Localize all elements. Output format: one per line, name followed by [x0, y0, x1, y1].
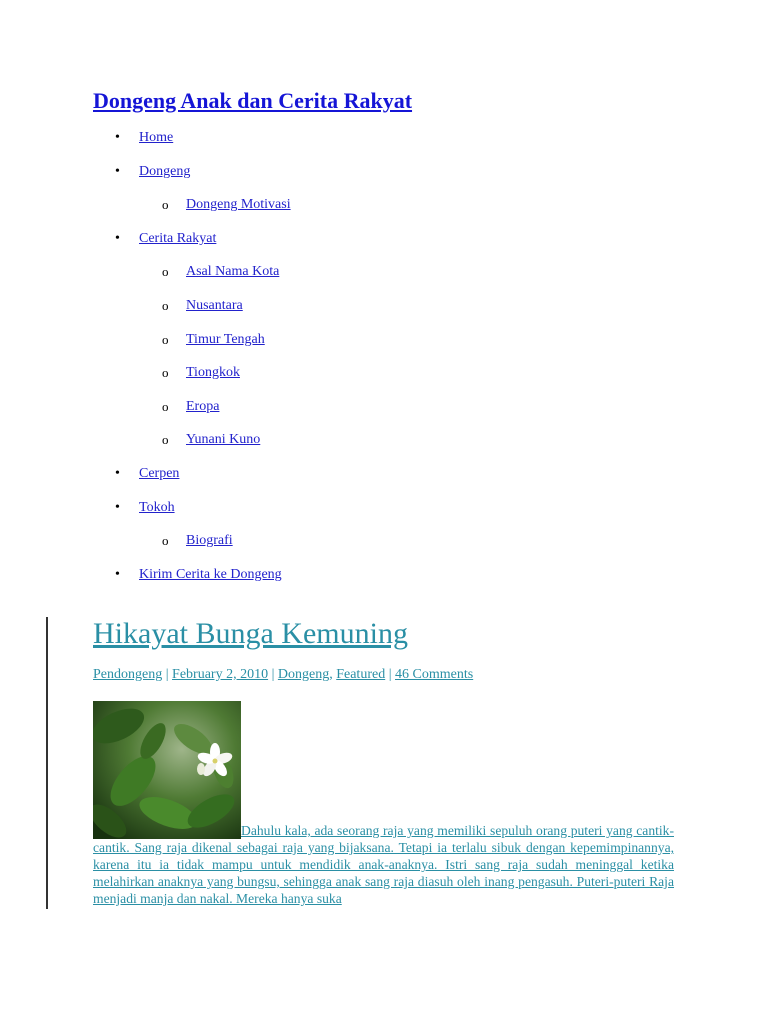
nav-link[interactable]: Tokoh: [139, 499, 175, 515]
post-meta: [93, 666, 473, 684]
disc-bullet-icon: •: [115, 566, 120, 582]
nav-link[interactable]: Nusantara: [186, 298, 243, 313]
nav-link[interactable]: Cerpen: [139, 466, 180, 481]
circle-bullet-icon: o: [162, 331, 169, 347]
site-title: [93, 88, 412, 114]
post-left-border: [46, 617, 48, 909]
nav-link[interactable]: Kirim Cerita ke Dongeng: [139, 566, 282, 582]
disc-bullet-icon: •: [115, 163, 120, 179]
circle-bullet-icon: o: [162, 298, 169, 313]
disc-bullet-icon: •: [115, 466, 120, 481]
post-comments-link[interactable]: 46 Comments: [395, 667, 474, 682]
nav-link[interactable]: Asal Nama Kota: [186, 264, 280, 280]
post-body: [93, 701, 674, 907]
circle-bullet-icon: o: [162, 264, 169, 280]
disc-bullet-icon: •: [115, 130, 120, 145]
post-title-link[interactable]: Hikayat Bunga Kemuning: [93, 617, 408, 650]
disc-bullet-icon: •: [115, 499, 120, 515]
meta-comma: ,: [329, 667, 337, 682]
post-body-link[interactable]: Dahulu kala, ada seorang raja yang memiliki sepuluh orang puteri yang cantik-cantik. Sang raja dikenal sebagai raja yang bijaksana. Tetapi ia terlalu sibuk dengan kepemimpinannya, karena itu ia tidak mampu untuk mendidik anak-anaknya. Istri sang raja sudah meninggal ketika melahirkan anaknya yang bungsu, sehingga anak sang raja diasuh oleh inang pengasuh. Puteri-puteri Raja menjadi manja dan nakal. Mereka hanya suka: [93, 823, 674, 906]
post-date-link[interactable]: February 2, 2010: [172, 667, 269, 682]
circle-bullet-icon: o: [162, 365, 169, 381]
site-title-link[interactable]: Dongeng Anak dan Cerita Rakyat: [93, 88, 413, 113]
nav-link[interactable]: Dongeng Motivasi: [186, 197, 291, 213]
meta-separator: |: [162, 667, 173, 682]
post-title: [93, 614, 408, 654]
nav-link[interactable]: Eropa: [186, 398, 220, 414]
post-author-link[interactable]: Pendongeng: [93, 667, 163, 682]
flower-photo-icon: [93, 701, 241, 839]
nav-link[interactable]: Timur Tengah: [186, 331, 265, 347]
circle-bullet-icon: o: [162, 197, 169, 213]
nav-link[interactable]: Tiongkok: [186, 365, 240, 381]
circle-bullet-icon: o: [162, 432, 169, 448]
meta-separator: |: [268, 667, 278, 682]
category-dongeng-link[interactable]: Dongeng: [277, 667, 330, 682]
nav-link[interactable]: Cerita Rakyat: [139, 230, 217, 246]
nav-link[interactable]: Biografi: [186, 533, 233, 549]
nav-link[interactable]: Yunani Kuno: [186, 432, 261, 448]
disc-bullet-icon: •: [115, 230, 120, 246]
circle-bullet-icon: o: [162, 398, 169, 414]
kemuning-flower-image[interactable]: [93, 701, 241, 839]
meta-separator: |: [385, 667, 396, 682]
circle-bullet-icon: o: [162, 533, 169, 549]
nav-link[interactable]: Dongeng: [139, 163, 191, 179]
nav-link[interactable]: Home: [139, 130, 174, 145]
category-featured-link[interactable]: Featured: [336, 667, 386, 682]
